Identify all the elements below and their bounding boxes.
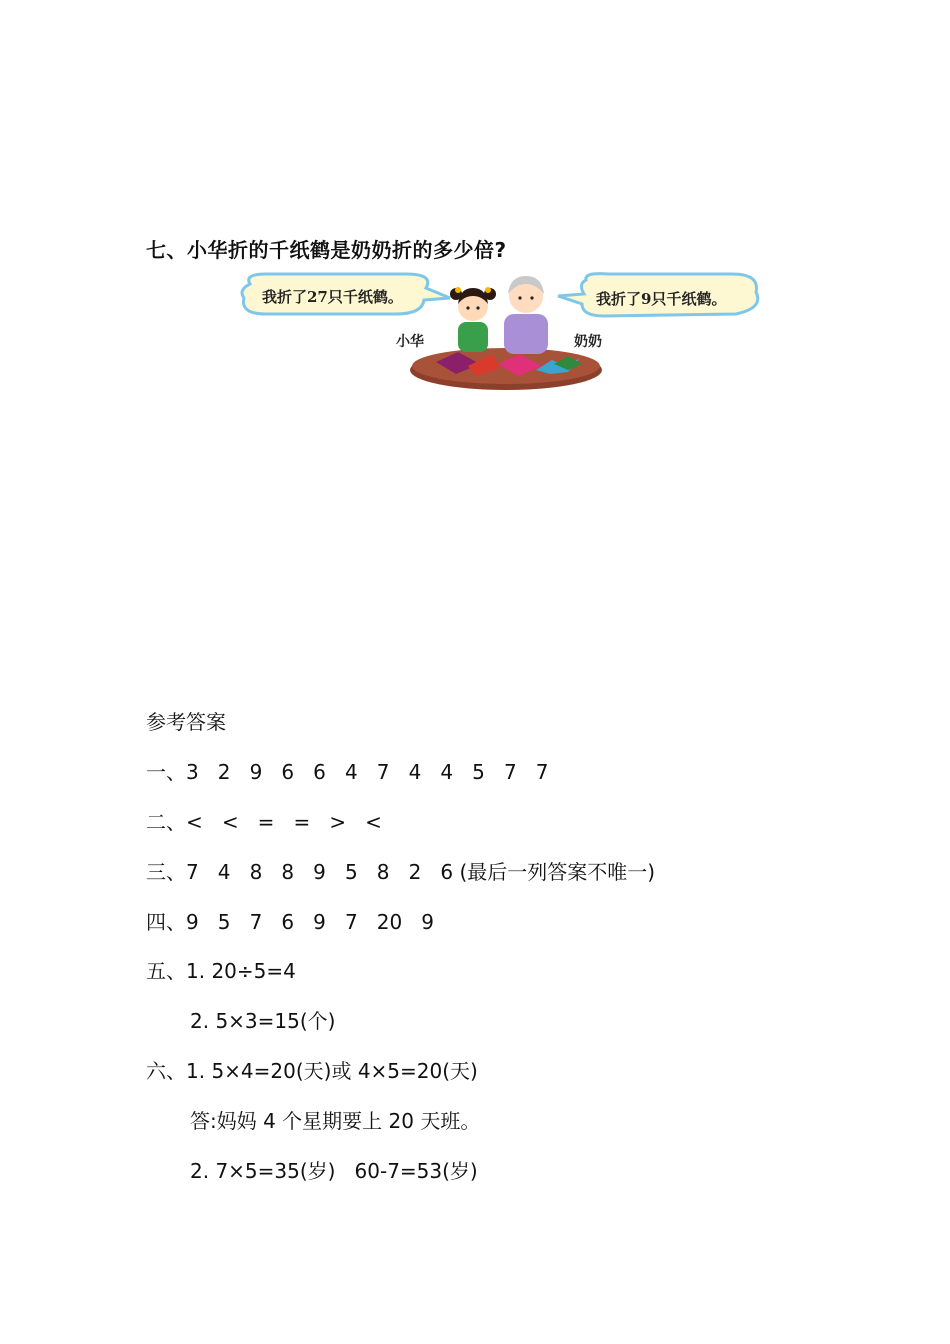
grandma-figure [504, 276, 548, 354]
answer-line-5: 五、1. 20÷5=4 [146, 959, 296, 983]
answer-line-8: 答:妈妈 4 个星期要上 20 天班。 [190, 1109, 481, 1133]
question-7-title: 七、小华折的千纸鹤是奶奶折的多少倍? [146, 238, 507, 262]
xiaohua-figure [450, 287, 496, 352]
xiaohua-bubble-text: 我折了27只千纸鹤。 [262, 288, 403, 306]
answer-key-heading: 参考答案 [146, 710, 226, 734]
answer-line-2: 二、< < = = > < [146, 810, 382, 834]
answer-line-9: 2. 7×5=35(岁) 60-7=53(岁) [190, 1159, 478, 1183]
origami-crane-illustration [236, 270, 766, 400]
xiaohua-speech-bubble [242, 274, 450, 314]
xiaohua-name-label: 小华 [396, 334, 424, 350]
answer-line-6: 2. 5×3=15(个) [190, 1009, 336, 1033]
grandma-bubble-text: 我折了9只千纸鹤。 [596, 290, 727, 308]
answer-line-7: 六、1. 5×4=20(天)或 4×5=20(天) [146, 1059, 478, 1083]
answer-line-4: 四、9 5 7 6 9 7 20 9 [146, 910, 435, 934]
answer-line-3: 三、7 4 8 8 9 5 8 2 6 (最后一列答案不唯一) [146, 860, 656, 884]
answer-line-1: 一、3 2 9 6 6 4 7 4 4 5 7 7 [146, 760, 549, 784]
grandma-speech-bubble [558, 274, 758, 316]
grandma-name-label: 奶奶 [574, 334, 602, 350]
